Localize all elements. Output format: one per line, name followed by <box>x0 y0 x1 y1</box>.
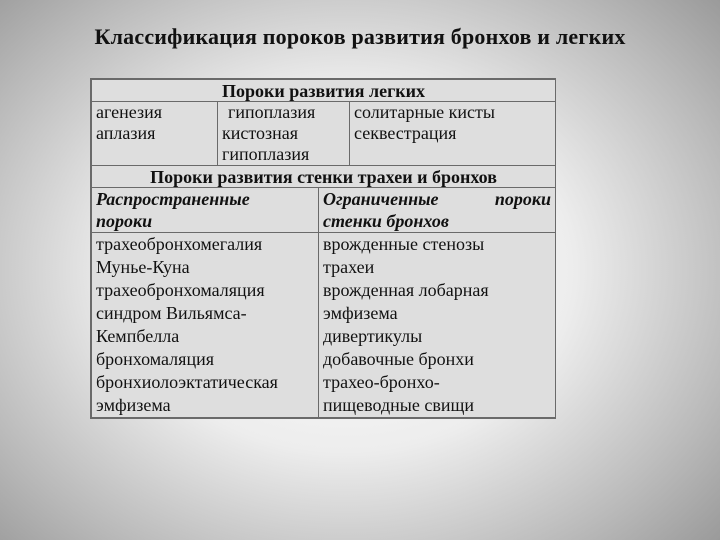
lung-item: кистозная <box>222 123 299 143</box>
subheader-line: Распространенные <box>96 189 250 209</box>
list-item: дивертикулы <box>323 326 423 346</box>
wall-section-header-row <box>92 166 556 188</box>
list-item: врожденные стенозы <box>323 234 485 254</box>
classification-table <box>90 78 556 419</box>
widespread-defects-list <box>92 233 319 418</box>
list-item: трахеобронхомаляция <box>96 280 265 300</box>
list-item: добавочные бронхи <box>323 349 474 369</box>
wall-items-row <box>92 233 556 418</box>
lung-item: секвестрация <box>354 123 457 143</box>
list-item: трахеи <box>323 257 375 277</box>
list-item: эмфизема <box>96 395 171 415</box>
subheader-line: пороки <box>96 211 153 231</box>
lung-item: солитарные кисты <box>354 102 495 122</box>
lung-section-header-row <box>92 80 556 102</box>
list-item: врожденная лобарная <box>323 280 489 300</box>
slide-title: Классификация пороков развития бронхов и легких <box>94 24 626 49</box>
list-item: синдром Вильямса- <box>96 303 247 323</box>
lung-item: гипоплазия <box>222 144 310 164</box>
wall-section-header: Пороки развития стенки трахеи и бронхов <box>92 166 556 188</box>
lung-item: агенезия <box>96 102 162 122</box>
list-item: трахео-бронхо- <box>323 372 440 392</box>
lung-column-2 <box>218 102 350 166</box>
lung-item: аплазия <box>96 123 156 143</box>
lung-column-3 <box>350 102 556 166</box>
list-item: Мунье-Куна <box>96 257 190 277</box>
lung-section-header: Пороки развития легких <box>92 80 556 102</box>
lung-section-row <box>92 102 556 166</box>
list-item: пищеводные свищи <box>323 395 474 415</box>
list-item: трахеобронхомегалия <box>96 234 263 254</box>
subheader-line: стенки бронхов <box>323 211 449 231</box>
lung-column-1 <box>92 102 218 166</box>
list-item: эмфизема <box>323 303 398 323</box>
list-item: бронхиолоэктатическая <box>96 372 278 392</box>
wall-subheader-row <box>92 188 556 233</box>
widespread-defects-header <box>92 188 319 233</box>
limited-defects-header <box>319 188 556 233</box>
lung-item: гипоплазия <box>228 102 316 122</box>
list-item: Кемпбелла <box>96 326 180 346</box>
limited-defects-list <box>319 233 556 418</box>
subheader-line: Ограниченные пороки <box>323 189 552 209</box>
list-item: бронхомаляция <box>96 349 214 369</box>
